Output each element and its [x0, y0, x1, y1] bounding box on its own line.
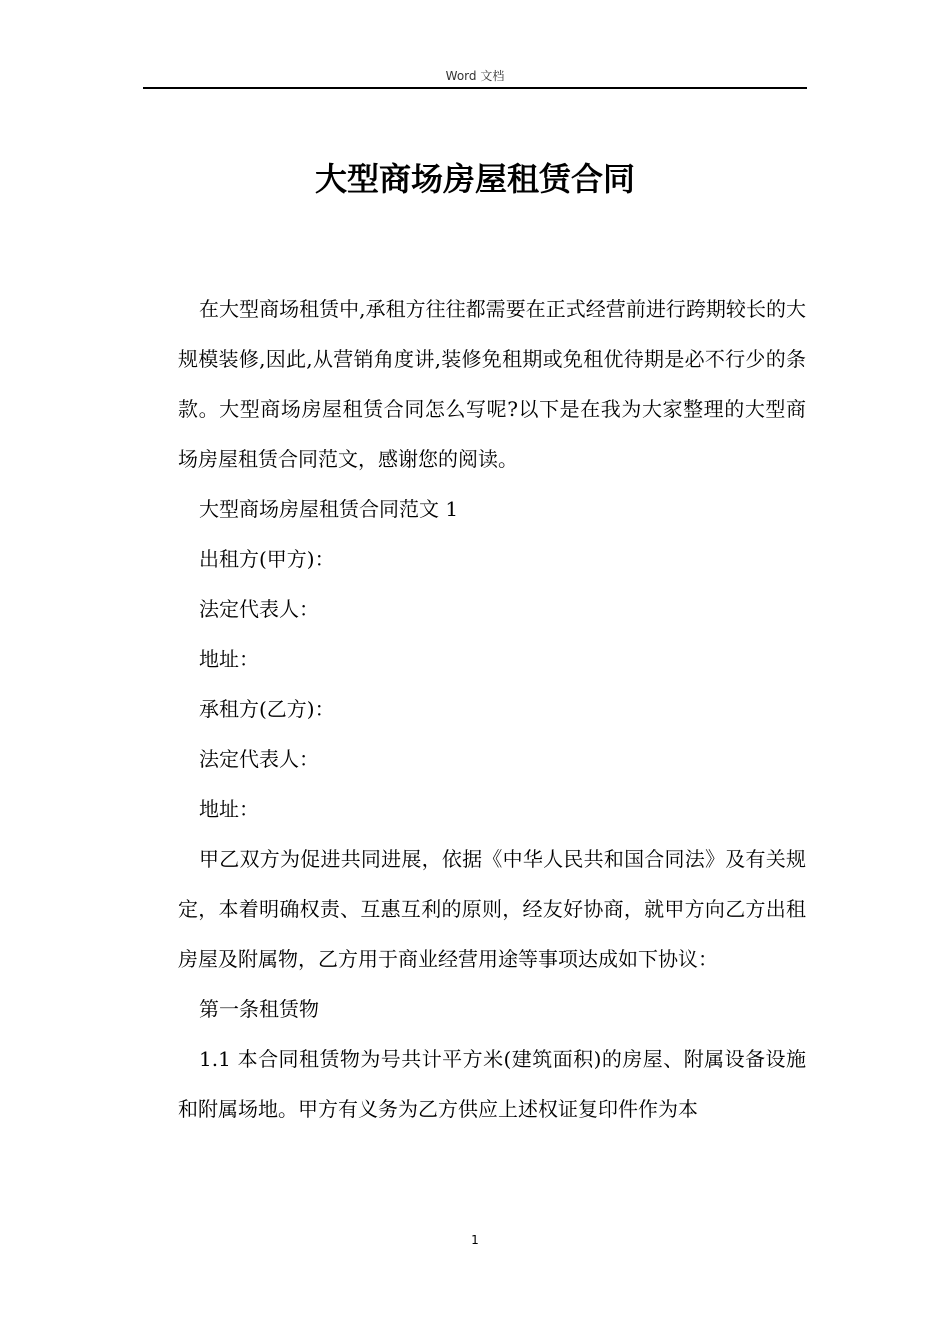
document-title: 大型商场房屋租赁合同 [314, 160, 635, 198]
paragraph-lessor-address: 地址： [199, 647, 259, 671]
paragraph-lessee-address: 地址： [199, 797, 259, 821]
paragraph-intro: 在大型商场租赁中,承租方往往都需要在正式经营前进行跨期较长的大规模装修,因此,从营销角度讲,装修免租期或免租优待期是必不行少的条款。大型商场房屋租赁合同怎么写呢?以下是在我为大家整理的大型商场房屋租赁合同范文，感谢您的阅读。 [178, 297, 806, 471]
paragraph-preamble: 甲乙双方为促进共同进展，依据《中华人民共和国合同法》及有关规定，本着明确权责、互惠互利的原则，经友好协商，就甲方向乙方出租房屋及附属物，乙方用于商业经营用途等事项达成如下协议： [178, 847, 806, 971]
page-number: 1 [471, 1233, 479, 1247]
paragraph-article-1-heading: 第一条租赁物 [199, 997, 319, 1021]
paragraph-clause-1-1: 1.1 本合同租赁物为号共计平方米(建筑面积)的房屋、附属设备设施和附属场地。甲方有义务为乙方供应上述权证复印件作为本 [178, 1047, 806, 1121]
header-divider [143, 87, 807, 89]
page-header: Word 文档 [445, 69, 505, 83]
paragraph-lessor: 出租方(甲方)： [199, 547, 335, 571]
paragraph-lessor-representative: 法定代表人： [199, 597, 319, 621]
document-body [178, 284, 806, 1134]
paragraph-lessee-representative: 法定代表人： [199, 747, 319, 771]
paragraph-sample-heading: 大型商场房屋租赁合同范文 1 [199, 497, 459, 521]
paragraph-lessee: 承租方(乙方)： [199, 697, 335, 721]
